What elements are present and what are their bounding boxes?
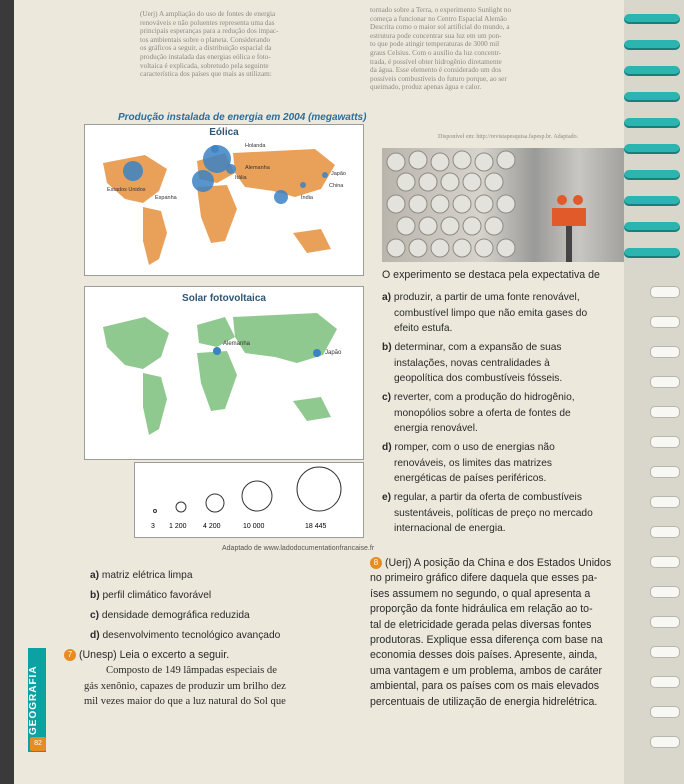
solar-title: Solar fotovoltaica [182, 293, 266, 304]
unesp-option-a [382, 290, 622, 337]
spiral-coil [624, 248, 680, 258]
source-citation: Disponível em: http://revistapesquisa.fapesp.br. Adaptado. [438, 134, 579, 140]
textbook-page [14, 0, 624, 784]
binder-hole [650, 466, 680, 478]
subject-tab-label: GEOGRAFIA [28, 665, 39, 735]
question-8-line: (Uerj) A posição da China e dos Estados Unidos [385, 557, 612, 569]
spiral-coil [624, 118, 680, 128]
option-line: produzir, a partir de uma fonte renovável, [393, 292, 580, 303]
option-line: energéticas de países periféricos. [394, 473, 547, 485]
question-8-line: no primeiro gráfico difere daquela que esses pa- [370, 572, 598, 585]
unesp-option-b [382, 340, 622, 387]
eolica-map-panel [84, 124, 364, 276]
spiral-coil [624, 144, 680, 154]
option-letter: c) [90, 610, 100, 621]
bubble-usa [123, 161, 143, 181]
legend-value-5: 18 445 [305, 523, 327, 530]
solar-bubbles [85, 287, 363, 459]
solar-label-japan: Japão [325, 350, 342, 356]
bubble-netherlands [211, 145, 219, 153]
binder-hole [650, 736, 680, 748]
uerj-option-c [90, 606, 370, 626]
bubble-italy [226, 164, 236, 174]
legend-value-4: 10 000 [243, 523, 265, 530]
option-line: combustível limpo que não emita gases do [394, 307, 588, 319]
eolica-label-germany: Alemanha [245, 165, 270, 171]
question-8-line: economia desses dois países. Apresente, ainda, [370, 649, 598, 662]
option-letter: b) [90, 590, 100, 601]
question-7-line: gás xenônio, capazes de produzir um brilho dez [84, 680, 286, 692]
unesp-option-d [382, 440, 622, 487]
question-8-line: tal de eletricidade gerada pelas diversas fontes [370, 618, 592, 631]
option-line: determinar, com a expansão de suas [394, 342, 562, 353]
question-8-line: íses assumem no segundo, o qual apresenta a [370, 587, 591, 600]
binder-hole [650, 556, 680, 568]
solar-label-germany: Alemanha [223, 341, 251, 347]
spiral-coil [624, 196, 680, 206]
option-line: instalações, novas centralidades à [394, 357, 550, 369]
option-line: reverter, com a produção do hidrogênio, [393, 392, 575, 403]
option-letter: d) [90, 630, 100, 641]
eolica-label-usa: Estados Unidos [107, 187, 146, 193]
option-line: romper, com o uso de energias não [394, 442, 555, 453]
legend-circle-5 [297, 467, 341, 511]
eolica-label-china: China [329, 183, 344, 189]
binder-hole [650, 586, 680, 598]
binder-hole [650, 706, 680, 718]
question-8-line: uma vantagem e um problema, ambos de caráter [370, 664, 603, 677]
binder-hole [650, 316, 680, 328]
option-letter: d) [382, 442, 392, 453]
option-line: geopolítica dos combustíveis fósseis. [394, 373, 563, 385]
question-7-line: mil vezes maior do que a luz natural do Sol que [84, 696, 286, 708]
option-line: energia renovável. [394, 423, 478, 435]
option-line: internacional de energia. [394, 523, 506, 535]
binder-hole [650, 286, 680, 298]
option-letter: a) [90, 570, 100, 581]
sunlight-experiment-photo [382, 148, 624, 262]
option-line: monopólios sobre a oferta de fontes de [394, 407, 571, 419]
option-letter: a) [382, 292, 392, 303]
unesp-option-e [382, 490, 622, 537]
figure-title: Produção instalada de energia em 2004 (megawatts) [118, 112, 367, 123]
uerj-option-d [90, 626, 370, 646]
page-number: 82 [30, 737, 46, 751]
binder-hole [650, 436, 680, 448]
bubble-japan [322, 172, 328, 178]
solar-map-panel [84, 286, 364, 460]
binder-hole [650, 646, 680, 658]
legend-circle-4 [242, 481, 272, 511]
question-8-line: produtoras. Explique essa diferença com base na [370, 634, 603, 647]
unesp-excerpt-continued: tornado sobre a Terra, o experimento Sunlight no começa a funcionar no Centro Espacial Alemão Descrita como o maior sol artificial do mundo, a estrutura pode concentrar sua luz em um pon- to que pode atingir temperaturas de 3000 mil graus Celsius. Com o auxílio da luz concentr- trada, é possível obter hidrogênio diretamente da água. Esse elemento é considerado um dos possíveis combustíveis do futuro porque, ao ser queimado, produz apenas água e calor. [370, 6, 512, 92]
binder-hole [650, 406, 680, 418]
option-line: efeito estufa. [394, 323, 453, 335]
eolica-label-italy: Itália [235, 175, 247, 181]
question-8-line: ambiental, para os países com os mais elevados [370, 680, 600, 693]
option-line: sustentáveis, políticas de preço no mercado [394, 507, 593, 519]
option-letter: c) [382, 392, 392, 403]
spiral-binding [624, 0, 684, 784]
bubble-germany-solar [213, 347, 221, 355]
binder-hole [650, 616, 680, 628]
bubble-india [274, 190, 288, 204]
option-letter: b) [382, 342, 392, 353]
figure-credit: Adaptado de www.ladodocumentationfrancaise.fr [222, 545, 375, 552]
spiral-coil [624, 40, 680, 50]
eolica-title: Eólica [209, 127, 239, 138]
option-letter: e) [382, 492, 392, 503]
binder-hole [650, 676, 680, 688]
question-7-header: (Unesp) Leia o excerto a seguir. [79, 649, 230, 661]
legend-value-3: 4 200 [203, 523, 221, 530]
uerj-option-a [90, 566, 370, 586]
eolica-label-india: Índia [301, 195, 313, 201]
legend-value-2: 1 200 [169, 523, 187, 530]
unesp-question-intro: O experimento se destaca pela expectativa de [382, 269, 600, 281]
question-7-line: Composto de 149 lâmpadas especiais de [106, 665, 277, 677]
question-8 [370, 556, 624, 710]
question-number-7: 7 [64, 649, 76, 661]
eolica-label-spain: Espanha [155, 195, 177, 201]
uerj-question-intro: (Uerj) A ampliação do uso de fontes de energia renováveis e não poluentes representa uma das principais esperanças para a redução dos impac- tos ambientais sobre o planeta. Considerando os gráficos a seguir, a distribuição espacial da produção instalada das energias eólica e foto- voltaica é explicada, sobretudo pela seguinte característica dos países que mais as utilizam: [140, 10, 279, 79]
option-text: desenvolvimento tecnológico avançado [102, 630, 281, 641]
binder-hole [650, 496, 680, 508]
legend-circle-3 [206, 494, 224, 512]
lamp-array [382, 148, 522, 262]
binder-hole [650, 376, 680, 388]
question-8-line: proporção da fonte hidráulica em relação ao to- [370, 603, 593, 616]
option-text: perfil climático favorável [102, 590, 212, 601]
legend-circle-2 [176, 502, 186, 512]
lift-platform [522, 148, 624, 262]
spiral-coil [624, 66, 680, 76]
eolica-bubbles [85, 125, 363, 275]
spiral-coil [624, 92, 680, 102]
option-line: regular, a partir da oferta de combustíveis [393, 492, 582, 503]
eolica-label-japan: Japão [331, 171, 346, 177]
bubble-china [300, 182, 306, 188]
bubble-legend [134, 462, 364, 538]
legend-value-1: 3 [151, 523, 155, 530]
binder-hole [650, 346, 680, 358]
question-number-8: 8 [370, 557, 382, 569]
legend-circle-1 [154, 510, 157, 513]
unesp-option-c [382, 390, 622, 437]
bubble-spain [192, 170, 214, 192]
binder-hole [650, 526, 680, 538]
uerj-options [90, 566, 370, 646]
option-text: matriz elétrica limpa [101, 570, 193, 581]
option-line: renováveis, os limites das matrizes [394, 457, 552, 469]
question-7 [64, 648, 364, 710]
spiral-coil [624, 14, 680, 24]
option-text: densidade demográfica reduzida [101, 610, 250, 621]
question-8-line: percentuais de utilização de energia hidrelétrica. [370, 695, 598, 708]
spiral-coil [624, 222, 680, 232]
uerj-option-b [90, 586, 370, 606]
spiral-coil [624, 170, 680, 180]
bubble-japan-solar [313, 349, 321, 357]
eolica-label-netherlands: Holanda [245, 143, 266, 149]
